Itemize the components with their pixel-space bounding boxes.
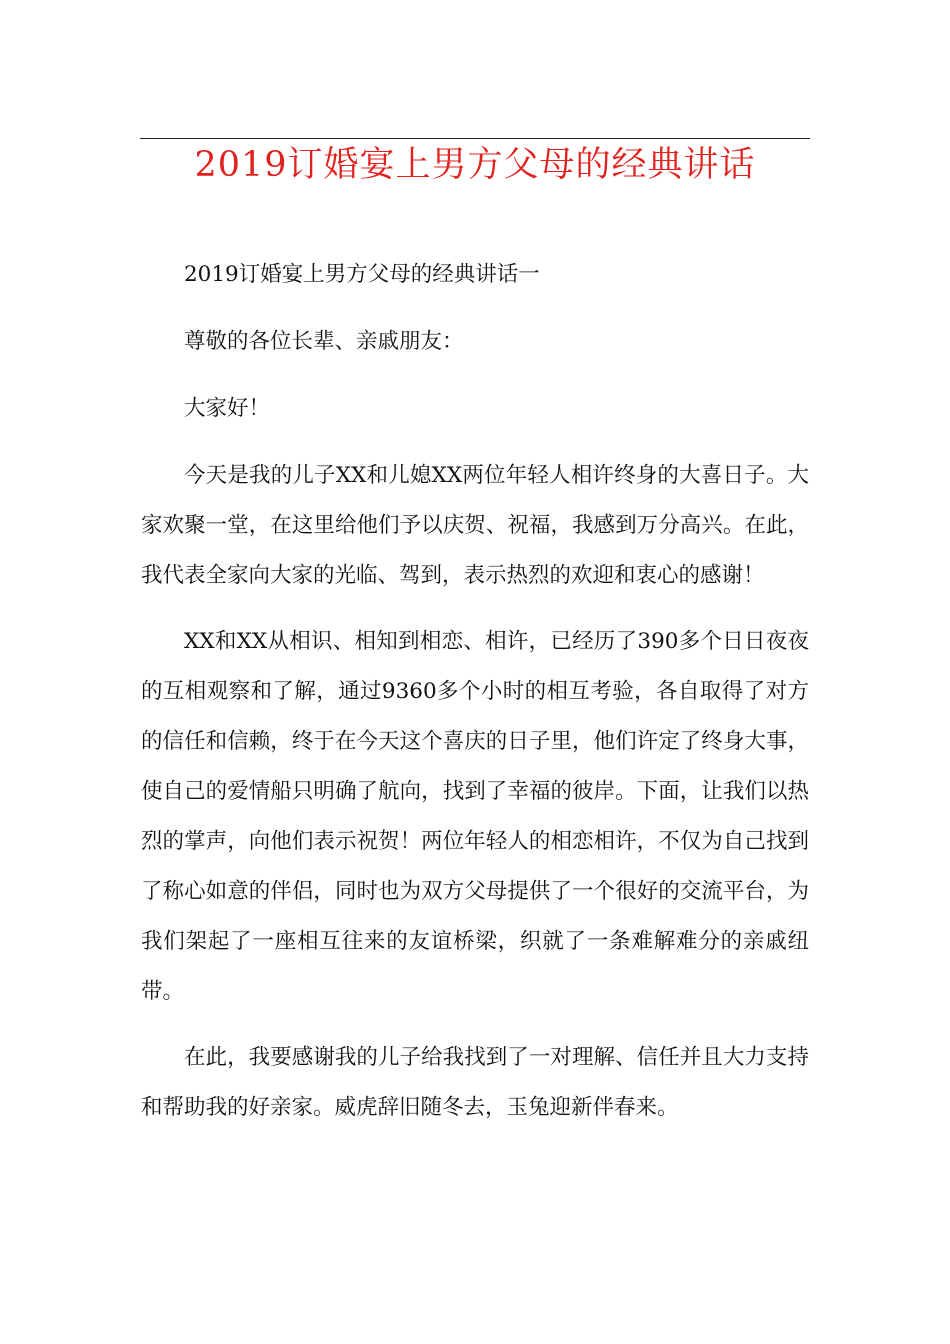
paragraph-subtitle: 2019订婚宴上男方父母的经典讲话一: [184, 262, 540, 287]
header-rule: [140, 138, 810, 139]
paragraph-couple: XX和XX从相识、相知到相恋、相许，已经历了390多个日日夜夜的互相观察和了解，通过9360多个小时的相互考验，各自取得了对方的信任和信赖，终于在今天这个喜庆的日子里，他们许定了终身大事，使自己的爱情船只明确了航向，找到了幸福的彼岸。下面，让我们以热烈的掌声，向他们表示祝贺！两位年轻人的相恋相许，不仅为自己找到了称心如意的伴侣，同时也为双方父母提供了一个很好的交流平台，为我们架起了一座相互往来的友谊桥梁，织就了一条难解难分的亲戚纽带。: [141, 629, 809, 1004]
document-title: 2019订婚宴上男方父母的经典讲话: [194, 145, 756, 185]
document-body: [141, 250, 809, 1149]
paragraph-opening: 今天是我的儿子XX和儿媳XX两位年轻人相许终身的大喜日子。大家欢聚一堂，在这里给他们予以庆贺、祝福，我感到万分高兴。在此，我代表全家向大家的光临、驾到，表示热烈的欢迎和衷心的感谢！: [141, 463, 809, 588]
paragraph-greeting: 大家好！: [184, 396, 271, 421]
paragraph-thanks: 在此，我要感谢我的儿子给我找到了一对理解、信任并且大力支持和帮助我的好亲家。威虎辞旧随冬去，玉兔迎新伴春来。: [141, 1045, 809, 1120]
paragraph-salutation: 尊敬的各位长辈、亲戚朋友：: [184, 329, 464, 354]
